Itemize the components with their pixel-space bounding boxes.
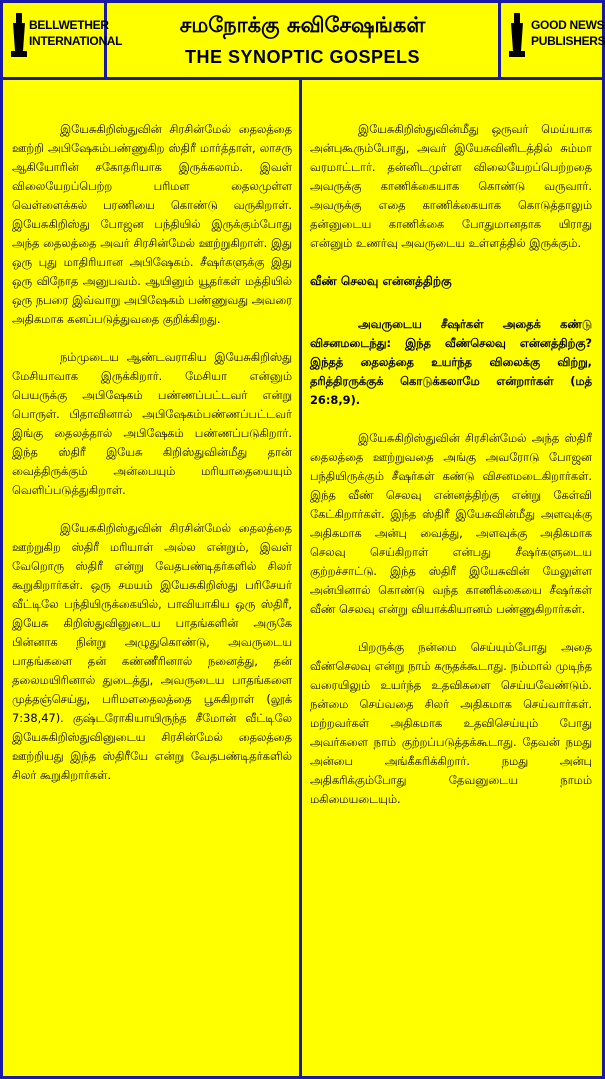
- left-paragraph: நம்முடைய ஆண்டவராகிய இயேசுகிறிஸ்து மேசியாவாக இருக்கிறார். மேசியா என்னும் பெயருக்கு அபிஷேகம் பண்ணப்பட்டவர் என்று பொருள். பிதாவினால் அபிஷேகம்பண்ணப்பட்டவர் இங்கு தைலத்தால் அபிஷேகம் பண்ணப்படுகிறார். இந்த ஸ்திரீ இயேசு கிறிஸ்துவின்மீது தான் வைத்திருக்கும் அன்பையும் மரியாதையையும் வெளிப்படுத்துகிறாள்.: [12, 350, 292, 497]
- title-area: [110, 3, 495, 77]
- bellwether-line1: BELLWETHER: [29, 18, 109, 32]
- right-paragraph: இயேசுகிறிஸ்துவின் சிரசின்மேல் அந்த ஸ்திரீ தைலத்தை ஊற்றுவதை அங்கு அவரோடு போஜன பந்தியிருக்கும் சீஷர்கள் கண்டு விசனமடைகிறார்கள். இந்த வீண் செலவு என்னத்திற்கு என்று கேள்வி கேட்கிறார்கள். இந்த ஸ்திரீ இயேசுவின்மீது அளவுக்கு அதிகமாக அன்பு வைத்து, அளவுக்கு அதிகமாக செலவு செய்கிறாள் என்பது சீஷர்களுடைய குற்றச்சாட்டு. இந்த ஸ்திரீ இயேசுவின் மேலுள்ள அன்பினால் கொண்டு வந்த காணிக்கையை சீஷர்கள் வீண் செலவு என்று வியாக்கியானம் பண்ணுகிறார்கள்.: [310, 431, 592, 616]
- section-heading: வீண் செலவு என்னத்திற்கு: [310, 274, 452, 288]
- right-paragraph: பிறருக்கு நன்மை செய்யும்போது அதை வீண்செலவு என்று நாம் கருதக்கூடாது. நம்மால் முடிந்த வரையிலும் உயர்ந்த உதவிகளை செய்யவேண்டும். நன்மை செய்வதை சிலர் அதிகமாக செய்வார்கள். மற்றவர்கள் அதிகமாக உதவிசெய்யும் போது அவர்களை நாம் குற்றப்படுத்தக்கூடாது. தேவன் நமது அன்பை அங்கீகரிக்கிறார். நமது அன்பு அதிகரிக்கும்போது தேவனுடைய நாமம் மகிமையடையும்.: [310, 640, 592, 806]
- scripture-quote: அவருடைய சீஷர்கள் அதைக் கண்டு விசனமடைந்து: இந்த வீண்செலவு என்னத்திற்கு? இந்தத் தைலத்தை உயர்ந்த விலைக்கு விற்று, தரித்திரருக்குக் கொடுக்கலாமே என்றார்கள் (மத் 26:8,9).: [310, 317, 592, 407]
- left-paragraph: இயேசுகிறிஸ்துவின் சிரசின்மேல் தைலத்தை ஊற்றி அபிஷேகம்பண்ணுகிற ஸ்திரீ மார்த்தாள், லாசரு ஆகியோரின் சகோதரியாக இருக்கலாம். இவள் விலையேறப்பெற்ற பரிமள தைலமுள்ள வெள்ளைக்கல் பரணியை கொண்டு வருகிறாள். இயேசுகிறிஸ்து போஜன பந்தியில் இருக்கும்போது அந்த தைலத்தை அவர் சிரசின்மேல் ஊற்றுகிறாள். இது ஒரு புது மாதிரியான அபிஷேகம். சீஷர்களுக்கு இது ஒரு விநோத அனுபவம். ஆயினும் யூதர்கள் மத்தியில் ஒரு நபரை இவ்வாறு அபிஷேகம் பண்ணுவது அவரை அதிகமாக கனப்படுத்துவதை குறிக்கிறது.: [12, 122, 292, 326]
- good-news-logo: [498, 3, 605, 77]
- left-paragraph: இயேசுகிறிஸ்துவின் சிரசின்மேல் தைலத்தை ஊற்றுகிற ஸ்திரீ மரியாள் அல்ல என்றும், இவள் வேறொரு ஸ்திரீ என்று வேதபண்டிதர்களில் சிலர் கூறுகிறார்கள். ஒரு சமயம் இயேசுகிறிஸ்து பரிசேயர் வீட்டிலே பந்தியிருக்கையில், பாவியாகிய ஒரு ஸ்திரீ, இயேசு கிறிஸ்துவினுடைய பாதங்களின் அருகே பின்னாக நின்று அழுதுகொண்டு, அவருடைய பாதங்களை தன் கண்ணீரினால் நனைத்து, தன் தலைமயிரினால் துடைத்து, அவருடைய பாதங்களை முத்தஞ்செய்து, பரிமளதைலத்தை பூசுகிறாள் (லூக் 7:38,47). குஷ்டரோகியாயிருந்த சீமோன் வீட்டிலே இயேசுகிறிஸ்துவினுடைய சிரசின்மேல் தைலத்தை ஊற்றியது இந்த ஸ்திரீயே என்று வேதபண்டிதர்களில் சிலர் கூறுகிறார்கள்.: [12, 521, 292, 782]
- page-title-english: THE SYNOPTIC GOSPELS: [184, 47, 421, 67]
- good-news-wordmark: [531, 17, 605, 49]
- right-column: [310, 120, 592, 809]
- header: [0, 0, 605, 80]
- bellwether-line2: INTERNATIONAL: [29, 34, 123, 48]
- good-news-line1: GOOD NEWS: [531, 18, 605, 32]
- bellwether-wordmark: [29, 17, 123, 49]
- bellwether-logo: [3, 3, 123, 77]
- right-intro-paragraph: இயேசுகிறிஸ்துவின்மீது ஒருவர் மெய்யாக அன்புகூரும்போது, அவர் இயேசுவினிடத்தில் சும்மா வரமாட்டார். தன்னிடமுள்ள விலையேறப்பெற்றதை அவருக்கு காணிக்கையாக கொண்டு வருவார். அவருக்கு எதை காணிக்கையாக கொடுத்தாலும் தன்னுடைய காணிக்கை போதுமானதாக யிராது என்னும் உணர்வு அவருடைய உள்ளத்தில் இருக்கும்.: [310, 122, 592, 250]
- good-news-icon: [509, 11, 525, 59]
- good-news-line2: PUBLISHERS: [531, 34, 605, 48]
- bellwether-icon: [11, 11, 27, 59]
- page-title-tamil: சமநோக்கு சுவிசேஷங்கள்: [179, 13, 426, 37]
- left-column: [12, 120, 292, 785]
- column-divider: [299, 80, 302, 1079]
